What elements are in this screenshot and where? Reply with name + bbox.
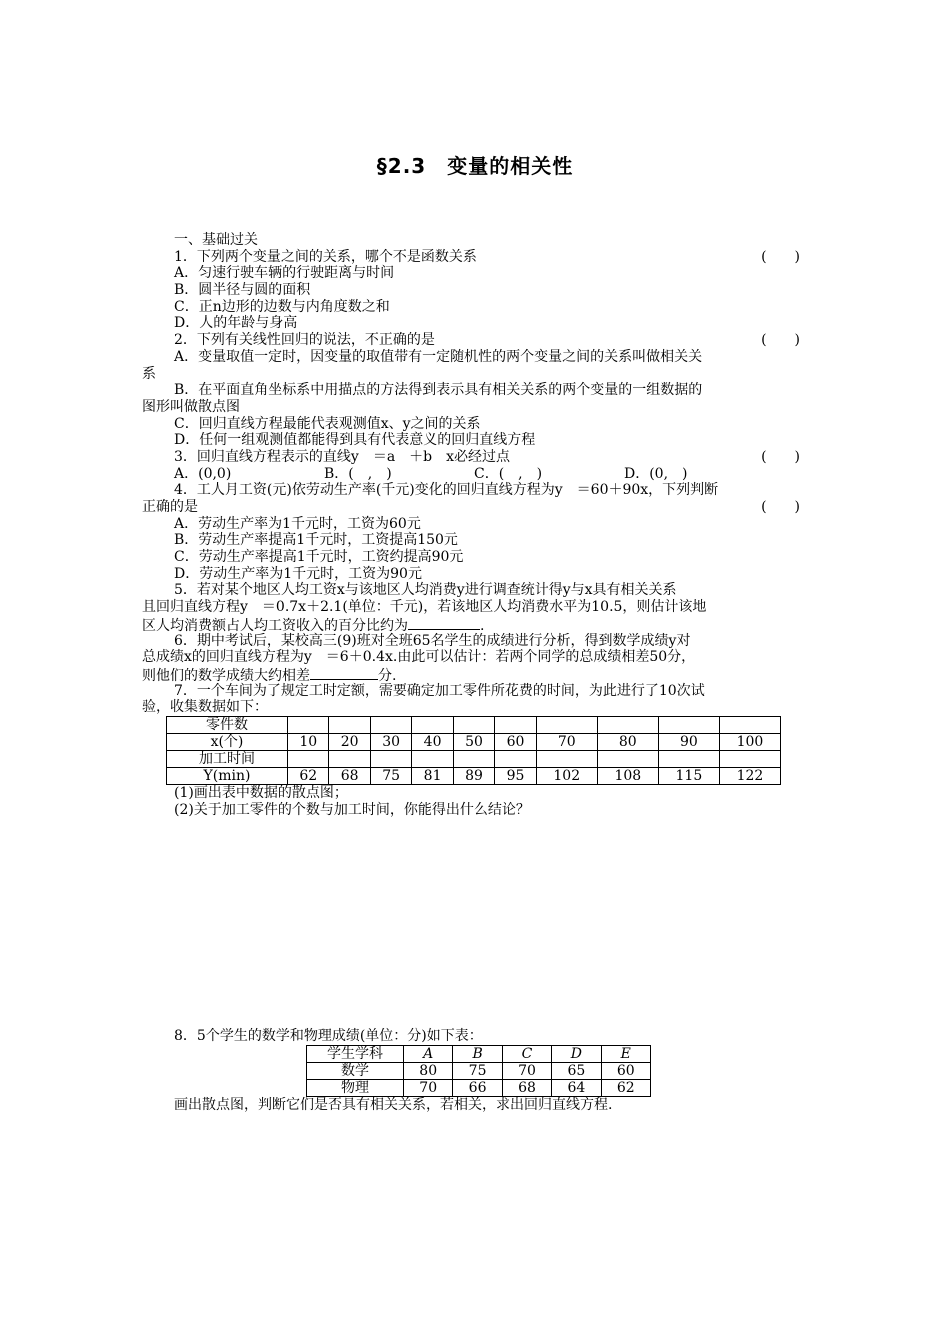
table-cell [288,750,329,767]
q1-option-d: D．人的年龄与身高 [174,315,298,332]
q2-option-b-line1: B．在平面直角坐标系中用描点的方法得到表示具有相关关系的两个变量的一组数据的 [174,382,703,399]
table-row [167,716,781,733]
question-4-line2: 正确的是 ( ) [142,499,800,515]
q4-option-d: D．劳动生产率为1千元时，工资为90元 [174,565,422,582]
table-cell [329,716,370,733]
table-cell: 80 [597,733,658,750]
q3-option-b: B．( , ) [324,465,392,482]
table-cell: 60 [495,733,536,750]
question-2-stem: 2．下列有关线性回归的说法，不正确的是 ( ) [174,332,800,349]
table-cell: 115 [658,767,719,784]
table-cell [597,716,658,733]
table-cell: 20 [329,733,370,750]
q1-option-c: C．正n边形的边数与内角度数之和 [174,298,390,315]
table-cell [658,750,719,767]
table-cell: 75 [370,767,411,784]
q4-option-c: C．劳动生产率提高1千元时，工资约提高90元 [174,549,464,566]
table-cell: 108 [597,767,658,784]
table-cell: 70 [404,1080,453,1097]
table-cell [495,750,536,767]
table-cell: 75 [453,1063,502,1080]
table-cell: 65 [552,1063,601,1080]
table-cell: 10 [288,733,329,750]
worksheet-body [142,232,806,1114]
q2-option-a-line1: A．变量取值一定时，因变量的取值带有一定随机性的两个变量之间的关系叫做相关关 [174,348,703,365]
question-5-line2: 且回归直线方程y ＝0.7x＋2.1(单位：千元)，若该地区人均消费水平为10.5，则估计该地 [142,599,707,616]
table-cell [370,750,411,767]
table-cell: 物理 [307,1080,404,1097]
question-4-line1: 4．工人月工资(元)依劳动生产率(千元)变化的回归直线方程为y ＝60＋90x，下列判断 [174,482,719,499]
table-cell [370,716,411,733]
table-cell: 102 [536,767,597,784]
table-cell: E [601,1046,650,1063]
question-5-line1: 5．若对某个地区人均工资x与该地区人均消费y进行调查统计得y与x具有相关关系 [174,582,677,599]
q2-option-c: C．回归直线方程最能代表观测值x、y之间的关系 [174,415,481,432]
table-cell: 100 [719,733,780,750]
table-cell: 95 [495,767,536,784]
question-8-tail: 画出散点图，判断它们是否具有相关关系，若相关，求出回归直线方程. [174,1097,613,1113]
table-cell: 40 [412,733,453,750]
table-row [167,750,781,767]
table-cell: 80 [404,1063,453,1080]
parts-time-table [166,716,781,785]
answer-paren: ( ) [761,332,800,349]
table-cell: A [404,1046,453,1063]
answer-blank [408,616,480,630]
scores-table [306,1045,651,1097]
table-row [307,1080,651,1097]
table-cell: 81 [412,767,453,784]
table-cell: 90 [658,733,719,750]
answer-paren: ( ) [761,448,800,465]
table-cell [658,716,719,733]
table-cell: Y(min) [167,767,288,784]
table-cell: 66 [453,1080,502,1097]
q4-option-b: B．劳动生产率提高1千元时，工资提高150元 [174,532,458,549]
table-cell [329,750,370,767]
question-8-stem: 8．5个学生的数学和物理成绩(单位：分)如下表： [174,1028,483,1045]
q7-subquestion-1: (1)画出表中数据的散点图； [174,784,348,801]
table-row [167,733,781,750]
answer-blank [310,666,378,680]
question-6-line2: 总成绩x的回归直线方程为y ＝6＋0.4x.由此可以估计：若两个同学的总成绩相差50分， [142,649,696,666]
q4-option-a: A．劳动生产率为1千元时，工资为60元 [174,515,421,532]
table-cell: 89 [453,767,494,784]
table-cell [536,750,597,767]
table-cell: 零件数 [167,716,288,733]
q3-options [142,466,806,483]
q2-option-a-line2: 系 [142,365,156,382]
table-cell [536,716,597,733]
question-7-line2: 验，收集数据如下： [142,699,268,716]
table-cell: 70 [502,1063,551,1080]
table-cell [288,716,329,733]
table-cell [412,750,453,767]
table-cell: 68 [502,1080,551,1097]
table-cell: 64 [552,1080,601,1097]
table-row [167,767,781,784]
table-cell: D [552,1046,601,1063]
table-cell: 62 [288,767,329,784]
q3-option-c: C．( , ) [474,465,543,482]
table-cell: 68 [329,767,370,784]
question-1-stem: 1．下列两个变量之间的关系，哪个不是函数关系 ( ) [174,248,800,265]
page-title: §2.3 变量的相关性 [376,154,574,178]
table-cell: 60 [601,1063,650,1080]
q2-option-b-line2: 图形叫做散点图 [142,398,240,415]
table-cell: B [453,1046,502,1063]
answer-paren: ( ) [761,499,800,515]
table-cell: 30 [370,733,411,750]
table-cell: 62 [601,1080,650,1097]
answer-paren: ( ) [761,248,800,265]
q1-option-a: A．匀速行驶车辆的行驶距离与时间 [174,265,395,282]
q7-subquestion-2: (2)关于加工零件的个数与加工时间，你能得出什么结论？ [174,801,530,818]
table-cell [719,716,780,733]
question-3-stem: 3．回归直线方程表示的直线y ＝a ＋b x必经过点 ( ) [174,448,800,465]
table-row [307,1046,651,1063]
question-6-line1: 6．期中考试后，某校高三(9)班对全班65名学生的成绩进行分析，得到数学成绩y对 [174,632,691,649]
q3-option-a: A．(0,0) [174,465,232,482]
table-cell: 加工时间 [167,750,288,767]
table-cell: 50 [453,733,494,750]
q3-option-d: D．(0, ) [624,465,688,482]
table-row [307,1063,651,1080]
table-cell [412,716,453,733]
table-cell [597,750,658,767]
table-cell: 数学 [307,1063,404,1080]
table-cell: 学生学科 [307,1046,404,1063]
table-cell [495,716,536,733]
q2-option-d: D．任何一组观测值都能得到具有代表意义的回归直线方程 [174,432,536,449]
question-6-line3: 则他们的数学成绩大约相差 分. [142,667,397,684]
table-cell: 70 [536,733,597,750]
table-cell: 122 [719,767,780,784]
table-cell [719,750,780,767]
section-heading: 一、基础过关 [174,232,258,248]
table-cell: x(个) [167,733,288,750]
table-cell [453,716,494,733]
question-5-line3: 区人均消费额占人均工资收入的百分比约为 . [142,617,485,634]
table-cell: C [502,1046,551,1063]
answer-space [142,818,806,1028]
table-cell [453,750,494,767]
q1-option-b: B．圆半径与圆的面积 [174,282,311,299]
question-7-line1: 7．一个车间为了规定工时定额，需要确定加工零件所花费的时间，为此进行了10次试 [174,682,705,699]
